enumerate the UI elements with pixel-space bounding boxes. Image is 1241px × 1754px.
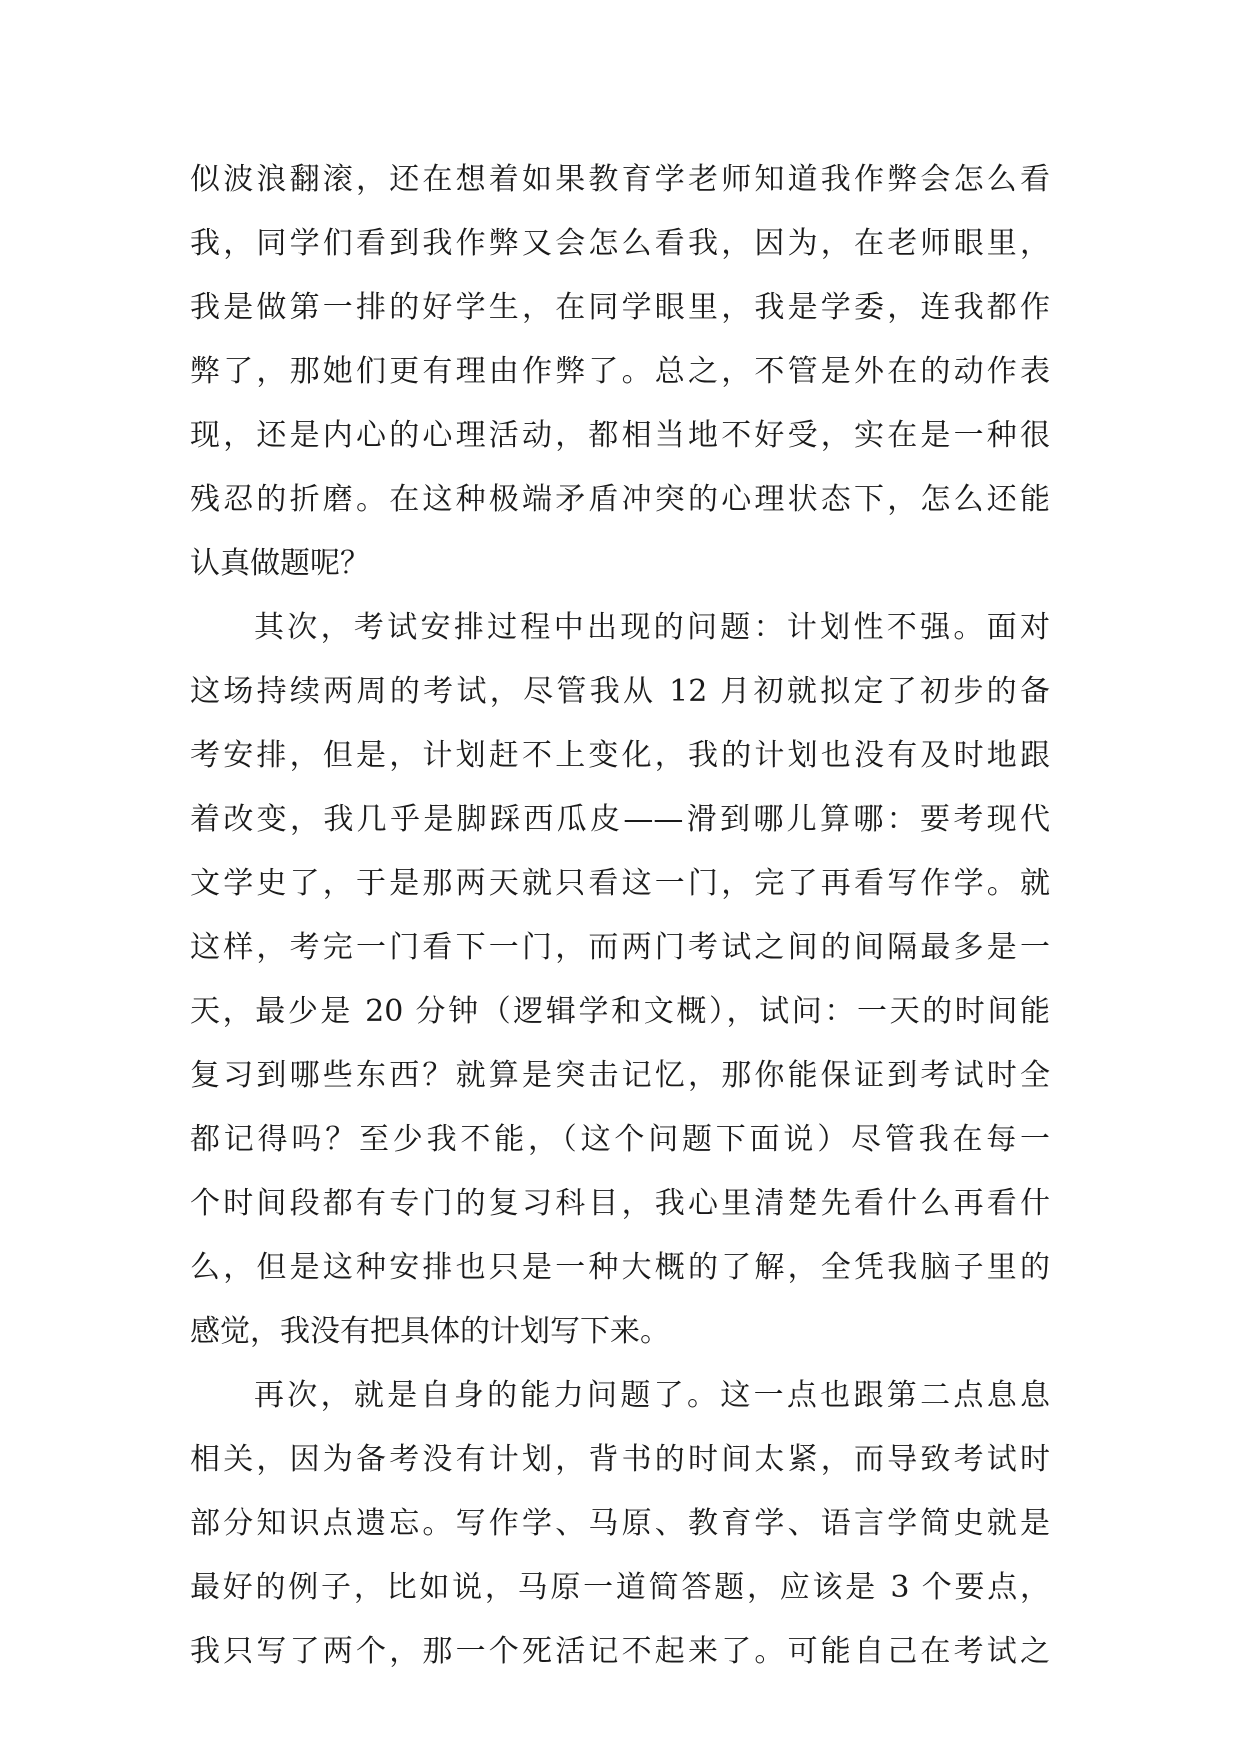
text-line: 我是做第一排的好学生，在同学眼里，我是学委，连我都作 <box>190 290 1050 325</box>
text-line: 我只写了两个，那一个死活记不起来了。可能自己在考试之 <box>190 1634 1050 1669</box>
text-line: 认真做题呢？ <box>190 546 370 581</box>
text-line: 弊了，那她们更有理由作弊了。总之，不管是外在的动作表 <box>190 354 1050 389</box>
text-line: 残忍的折磨。在这种极端矛盾冲突的心理状态下，怎么还能 <box>190 482 1050 517</box>
text-line: 复习到哪些东西？就算是突击记忆，那你能保证到考试时全 <box>190 1058 1050 1093</box>
text-line: 相关，因为备考没有计划，背书的时间太紧，而导致考试时 <box>190 1442 1050 1477</box>
document-page <box>190 148 1050 1684</box>
text-line: 部分知识点遗忘。写作学、马原、教育学、语言学简史就是 <box>190 1506 1050 1541</box>
text-line: 考安排，但是，计划赶不上变化，我的计划也没有及时地跟 <box>190 738 1050 773</box>
text-line: 最好的例子，比如说，马原一道简答题，应该是 3 个要点， <box>190 1570 1050 1605</box>
text-line: 似波浪翻滚，还在想着如果教育学老师知道我作弊会怎么看 <box>190 162 1050 197</box>
text-line: 文学史了，于是那两天就只看这一门，完了再看写作学。就 <box>190 866 1050 901</box>
text-line: 再次，就是自身的能力问题了。这一点也跟第二点息息 <box>254 1378 1050 1413</box>
text-line: 我，同学们看到我作弊又会怎么看我，因为，在老师眼里， <box>190 226 1050 261</box>
text-line: 感觉，我没有把具体的计划写下来。 <box>190 1314 670 1349</box>
text-line: 现，还是内心的心理活动，都相当地不好受，实在是一种很 <box>190 418 1050 453</box>
text-line: 着改变，我几乎是脚踩西瓜皮——滑到哪儿算哪：要考现代 <box>190 802 1050 837</box>
text-line: 么，但是这种安排也只是一种大概的了解，全凭我脑子里的 <box>190 1250 1050 1285</box>
text-line: 这样，考完一门看下一门，而两门考试之间的间隔最多是一 <box>190 930 1050 965</box>
text-line: 天，最少是 20 分钟（逻辑学和文概），试问：一天的时间能 <box>190 994 1050 1029</box>
text-line: 这场持续两周的考试，尽管我从 12 月初就拟定了初步的备 <box>190 674 1050 709</box>
text-line: 都记得吗？至少我不能，（这个问题下面说）尽管我在每一 <box>190 1122 1050 1157</box>
text-line: 其次，考试安排过程中出现的问题：计划性不强。面对 <box>254 610 1050 645</box>
text-line: 个时间段都有专门的复习科目，我心里清楚先看什么再看什 <box>190 1186 1050 1221</box>
